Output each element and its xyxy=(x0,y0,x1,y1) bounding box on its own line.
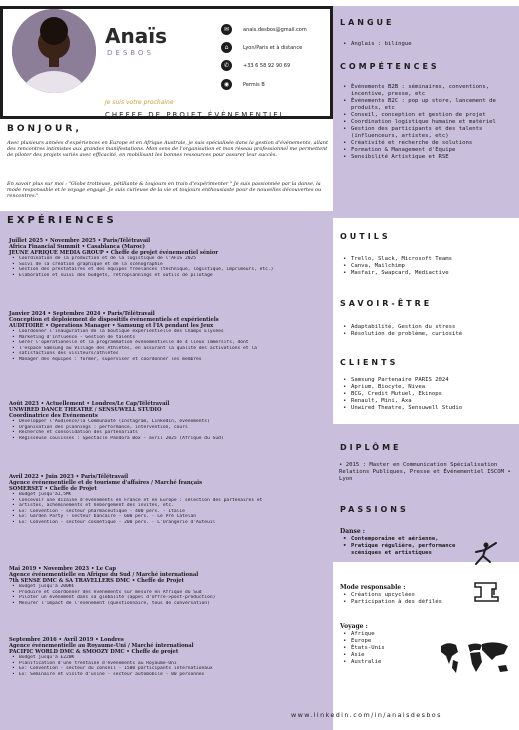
langue-heading: LANGUE xyxy=(340,18,395,27)
experience-date: Avril 2022 • Juin 2023 • Paris/Télétravail xyxy=(9,474,129,480)
experience-company: Agence événementielle au Royaume-Uni / Marché international xyxy=(9,643,194,649)
experience-bullet: • Coordination de la production et de la logistique de l'AFIS 2025 xyxy=(9,256,327,262)
experience-bullet: • l'espace Samsung au Village des Athlètes, en assurant la qualité des activations et la xyxy=(9,346,327,352)
voyage-item: • Europe xyxy=(343,638,433,645)
experience-bullet: • satisfactions des visiteurs/athlètes xyxy=(9,351,327,357)
experience-role: Coordinatrice des Evénements xyxy=(9,413,98,419)
experience-bullet: • Budget jusqu'à1,5M€ xyxy=(9,492,327,498)
client-item: • Samsung Partenaire PARIS 2024 xyxy=(343,377,511,384)
mode-label: Mode responsable : xyxy=(340,584,406,591)
voyage-list xyxy=(343,631,433,666)
bullet-icon: • xyxy=(339,462,346,468)
competence-item: • Événements B2C : pop up store, lancement de produits, etc xyxy=(343,98,511,112)
competence-item: • Créativité et recherche de solutions xyxy=(343,140,511,147)
experience-company: Africa Financial Summit • Casablanca (Maroc) xyxy=(9,244,146,250)
experience-date: Août 2023 • Actuellement • Londres/Le Cap/Télétravail xyxy=(9,401,170,407)
langue-item: • Anglais : bilingue xyxy=(343,41,511,48)
experience-item xyxy=(9,311,327,363)
experience-bullet: • Gérer l'opérationelle et la programmation événementielle de 4 lieux immersifs, dont xyxy=(9,340,327,346)
competence-item: • Coordination logistique humaine et matériel xyxy=(343,119,511,126)
competence-item: • Formation & Management d'Equipe xyxy=(343,147,511,154)
first-name: Anaïs xyxy=(105,24,167,48)
savoir-etre-heading: SAVOIR-ÊTRE xyxy=(340,299,433,308)
experience-date: Juillet 2025 • Novembre 2025 • Paris/Télétravail xyxy=(9,238,151,244)
experience-role: SOMERSET • Cheffe de Projet xyxy=(9,486,97,492)
voyage-item: • États-Unis xyxy=(343,645,433,652)
clients-list xyxy=(343,377,511,412)
car-icon: ◉ xyxy=(221,79,232,90)
experience-bullet: • Mesurer l'impact de l'événement (questionnaire, tous de conversation) xyxy=(9,601,327,607)
experience-bullet: • Recherche et consolidation des partenariats xyxy=(9,430,327,436)
voyage-item: • Asie xyxy=(343,652,433,659)
mode-item: • Créations upcyclées xyxy=(343,592,471,599)
experience-bullet: • artistes, acheminements et hébergement des invités, etc. xyxy=(9,503,327,509)
savoir-etre-item: • Adaptabilité, Gestion du stress xyxy=(343,324,511,331)
experience-role: 7th SENSE DMC & SA TRAVELLERS DMC • Cheffe de Projet xyxy=(9,578,184,584)
bonjour-heading: BONJOUR, xyxy=(7,124,82,134)
linkedin-link[interactable]: www.linkedin.com/in/anaisdesbos xyxy=(291,711,442,719)
experience-company: Agence événementielle et de tourisme d'affaires / Marché français xyxy=(9,480,203,486)
experience-bullet: • Ex: Convention - secteur du conseil - 1500 participants internationaux xyxy=(9,666,327,672)
bonjour-intro: Avec plusieurs années d'expériences en Europe et en Afrique Australe, je suis spécialisée dans la gestion d'événements, allant des rencontres intimistes aux grandes manifestations. Mon sens de l'organisation et mon réseau professionnel me permettent de piloter des projets variés avec efficacité, en mobilisant les bonnes ressources pour assurer leur succès. xyxy=(7,140,329,158)
experience-bullet: • Suivi de la création graphique et de la scénographie xyxy=(9,262,327,268)
voyage-item: • Australie xyxy=(343,659,433,666)
competences-list xyxy=(343,84,511,161)
experience-bullet: • Marketing d'influence - Gestion de talents xyxy=(9,335,327,341)
experience-role: PACIFIC WORLD DMC & SMOOZY DMC • Cheffe de projet xyxy=(9,649,179,655)
danse-item: • Pratique régulière, performance scéniques et artistiques xyxy=(343,543,471,557)
experience-company: Agence événementielle en Afrique du Sud / Marché international xyxy=(9,572,199,578)
experience-role: JEUNE AFRIQUE MEDIA GROUP • Cheffe de projet événementiel sénior xyxy=(9,250,219,256)
experience-bullet: • Organisation des plannings : performance, intervention, cours xyxy=(9,425,327,431)
langue-list xyxy=(343,41,511,48)
experience-bullet: • Régisseuse coulisses : Spectacle Pandora Box - avril 2025 (Afrique du Sud) xyxy=(9,436,327,442)
license-text: Permis B xyxy=(243,82,265,88)
tagline: Je suis votre prochaine xyxy=(105,99,174,106)
experience-bullet: • Ex: Garden Party - secteur bancaire - 600 pers. - Le Pré Catelan xyxy=(9,514,327,520)
danse-label: Danse : xyxy=(340,528,365,535)
sewing-machine-icon xyxy=(472,579,502,603)
competence-item: • Gestion des participants et des talents (influenceurs, artistes, etc) xyxy=(343,126,511,140)
experience-company: UNWIRED DANCE THEATRE / SENSUWELL STUDIO xyxy=(9,407,162,413)
experience-item xyxy=(9,401,327,441)
experience-date: Janvier 2024 • Septembre 2024 • Paris/Télétravail xyxy=(9,311,155,317)
diplome-text xyxy=(339,462,511,483)
mode-item: • Participation à des défilés xyxy=(343,599,471,606)
outil-item: • Canva, Mailchimp xyxy=(343,263,511,270)
mode-list xyxy=(343,592,471,606)
outil-item: • Trello, Slack, Microsoft Teams xyxy=(343,256,511,263)
experience-bullet: • Concevoir une dizaine d'événements en France et en Europe : sélection des partenaires et xyxy=(9,498,327,504)
competence-item: • Conseil, conception et gestion de projet xyxy=(343,112,511,119)
outils-heading: OUTILS xyxy=(340,232,391,241)
passions-heading: PASSIONS xyxy=(340,505,409,514)
experience-item xyxy=(9,566,327,606)
location-text: Lyon/Paris et à distance xyxy=(243,45,303,51)
experience-role: AUDITOIRE • Operations Manager • Samsung et l'IA pendant les Jeux xyxy=(9,323,214,329)
dancer-icon xyxy=(470,540,500,570)
savoir-etre-item: • Résolution de problème, curiosité xyxy=(343,331,511,338)
profile-header xyxy=(0,6,333,119)
experiences-heading: EXPÉRIENCES xyxy=(7,215,117,226)
client-item: • Renault, Mini, Axa xyxy=(343,398,511,405)
competence-item: • Événements B2B : séminaires, conventions, incentive, presse, etc xyxy=(343,84,511,98)
experience-date: Septembre 2016 • Avril 2019 • Londres xyxy=(9,637,124,643)
email-icon: ✉ xyxy=(221,24,232,35)
experience-company: Conception et déploiement de dispositifs événementiels et expérientiels xyxy=(9,317,219,323)
bonjour-about: En savoir plus sur moi : "Globe trotteuse, pétillante & toujours en train d'expérimenter " Je suis passionnée par la danse, la mode responsable et le voyage engagé. Je suis curieuse de la vie et toujours enthousiaste pour de nouvelles découvertes ou rencontres." xyxy=(7,181,322,199)
experience-bullet: • Planification d'une trentaine d'événements au Royaume-Uni xyxy=(9,661,327,667)
experience-bullet: • Ex: Séminaire et visite d'usine - secteur automobile - 80 personnes xyxy=(9,672,327,678)
competence-item: • Sensibilité Artistique et RSE xyxy=(343,154,511,161)
experience-bullet: • Budget jusqu'à 200K€ xyxy=(9,584,327,590)
competences-heading: COMPÉTENCES xyxy=(340,62,440,71)
danse-list xyxy=(343,536,471,557)
experience-item xyxy=(9,238,327,278)
phone-icon: ✆ xyxy=(221,60,232,71)
email-text[interactable]: anais.desbos@gmail.com xyxy=(243,27,307,33)
phone-text[interactable]: +33 6 58 92 90 69 xyxy=(243,63,291,69)
client-item: • BCG, Credit Mutuel, Ekinops xyxy=(343,391,511,398)
job-title: CHEFFE DE PROJET ÉVÉNEMENTIEL xyxy=(105,111,286,119)
diplome-heading: DIPLÔME xyxy=(340,443,402,452)
outils-list xyxy=(343,256,511,277)
experience-bullet: • Piloter un événement dans sa globalité (appel d'offre->post-production) xyxy=(9,595,327,601)
voyage-item: • Afrique xyxy=(343,631,433,638)
client-item: • Aprium, Biocyte, Nivea xyxy=(343,384,511,391)
experience-bullet: • Élaboration et suivi des budgets, rétroplannings et outils de pilotage xyxy=(9,273,327,279)
diplome-detail: 2015 : Master en Communication Spécialisation Relations Publiques, Presse et Événementiel ISCOM • Lyon xyxy=(339,462,511,482)
profile-photo xyxy=(12,9,96,93)
home-icon: ⌂ xyxy=(221,42,232,53)
experience-bullet: • Gestion des prestataires et des équipes freelances (technique, logistique, imprimeurs, etc.) xyxy=(9,267,327,273)
experience-bullet: • Ex: Convention - secteur cosmétique - 200 pers. - L'Orangerie d'Auteuil xyxy=(9,520,327,526)
outil-item: • Masfair, Swapcard, Mediactive xyxy=(343,270,511,277)
experience-bullet: • Coordonner l'inauguration de la boutique expérientielle des Champs Elysées xyxy=(9,329,327,335)
experience-bullet: • Développer l'Audience/la Communauté (Instagram, Linkedin, événements) xyxy=(9,419,327,425)
danse-item: • Contemporaine et aérienne, xyxy=(343,536,471,543)
last-name: DESBOS xyxy=(107,49,154,57)
experience-bullet: • Budget jusqu'à £220K xyxy=(9,655,327,661)
experience-item xyxy=(9,474,327,526)
client-item: • Unwired Theatre, Sensuwell Studio xyxy=(343,405,511,412)
world-map-icon xyxy=(438,640,512,676)
experience-date: Mai 2019 • Novembre 2023 • Le Cap xyxy=(9,566,116,572)
voyage-label: Voyage : xyxy=(340,623,368,630)
experience-bullet: • Ex: Convention - secteur pharmaceutique - 400 pers. - Italie xyxy=(9,509,327,515)
clients-heading: CLIENTS xyxy=(340,358,399,367)
savoir-etre-list xyxy=(343,324,511,338)
experience-item xyxy=(9,637,327,677)
experience-bullet: • Manager des équipes : former, superviser et coordonner les membres xyxy=(9,357,327,363)
experience-bullet: • Produire et coordonner des événements sur mesure en Afrique du Sud xyxy=(9,590,327,596)
